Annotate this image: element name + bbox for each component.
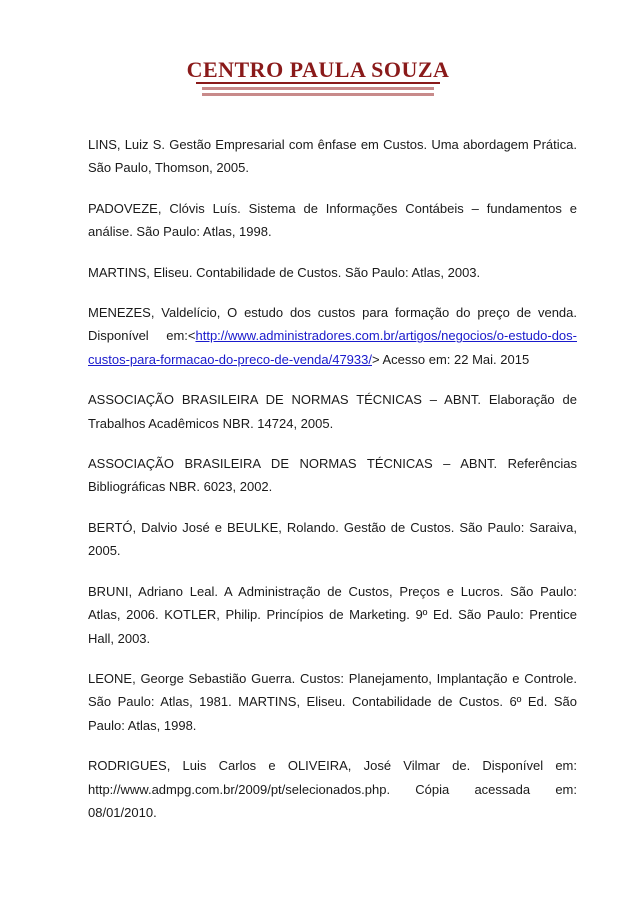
reference-text: LINS, Luiz S. Gestão Empresarial com ênfase em Custos. Uma abordagem Prática. São Paulo, Thomson, 2005. <box>88 137 577 176</box>
logo-subtext-line <box>202 87 434 90</box>
reference-link[interactable]: http://www.administradores.com.br/artigos/negocios/o-estudo-dos-custos-para-formacao-do-preco-de-venda/47933/ <box>88 328 577 367</box>
logo-rule <box>196 82 440 84</box>
reference-entry <box>88 667 577 737</box>
reference-entry <box>88 516 577 563</box>
reference-entry <box>88 133 577 180</box>
reference-entry <box>88 301 577 371</box>
reference-entry <box>88 197 577 244</box>
logo-subtext-line <box>202 93 434 96</box>
reference-entry <box>88 388 577 435</box>
reference-text: PADOVEZE, Clóvis Luís. Sistema de Informações Contábeis – fundamentos e análise. São Paulo: Atlas, 1998. <box>88 200 577 240</box>
reference-text: LEONE, George Sebastião Guerra. Custos: Planejamento, Implantação e Controle. São Paulo: Atlas, 1981. MARTINS, Eliseu. Contabilidade de Custos. 6º Ed. São Paulo: Atlas, 1998. <box>88 670 577 733</box>
reference-text: BERTÓ, Dalvio José e BEULKE, Rolando. Gestão de Custos. São Paulo: Saraiva, 2005. <box>88 519 577 559</box>
reference-text: > Acesso em: 22 Mai. 2015 <box>372 351 530 367</box>
reference-text: ASSOCIAÇÃO BRASILEIRA DE NORMAS TÉCNICAS – ABNT. Elaboração de Trabalhos Acadêmicos NBR. 14724, 2005. <box>88 392 577 431</box>
reference-text: RODRIGUES, Luis Carlos e OLIVEIRA, José Vilmar de. Disponível em: http://www.admpg.com.br/2009/pt/selecionados.php. Cópia acessada em: 08/01/2010. <box>88 758 577 820</box>
reference-text: MARTINS, Eliseu. Contabilidade de Custos. São Paulo: Atlas, 2003. <box>88 264 481 280</box>
reference-text: ASSOCIAÇÃO BRASILEIRA DE NORMAS TÉCNICAS – ABNT. Referências Bibliográficas NBR. 6023, 2002. <box>88 456 577 495</box>
reference-list <box>88 133 577 841</box>
reference-text: MENEZES, Valdelício, O estudo dos custos para formação do preço de venda. Disponível em:< <box>88 305 577 344</box>
reference-entry <box>88 754 577 824</box>
reference-entry <box>88 452 577 499</box>
reference-text: BRUNI, Adriano Leal. A Administração de Custos, Preços e Lucros. São Paulo: Atlas, 2006. KOTLER, Philip. Princípios de Marketing. 9º Ed. São Paulo: Prentice Hall, 2003. <box>88 583 577 646</box>
reference-entry <box>88 580 577 650</box>
reference-entry <box>88 261 577 284</box>
logo-title: CENTRO PAULA SOUZA <box>186 57 450 82</box>
centro-paula-souza-logo <box>182 58 454 98</box>
